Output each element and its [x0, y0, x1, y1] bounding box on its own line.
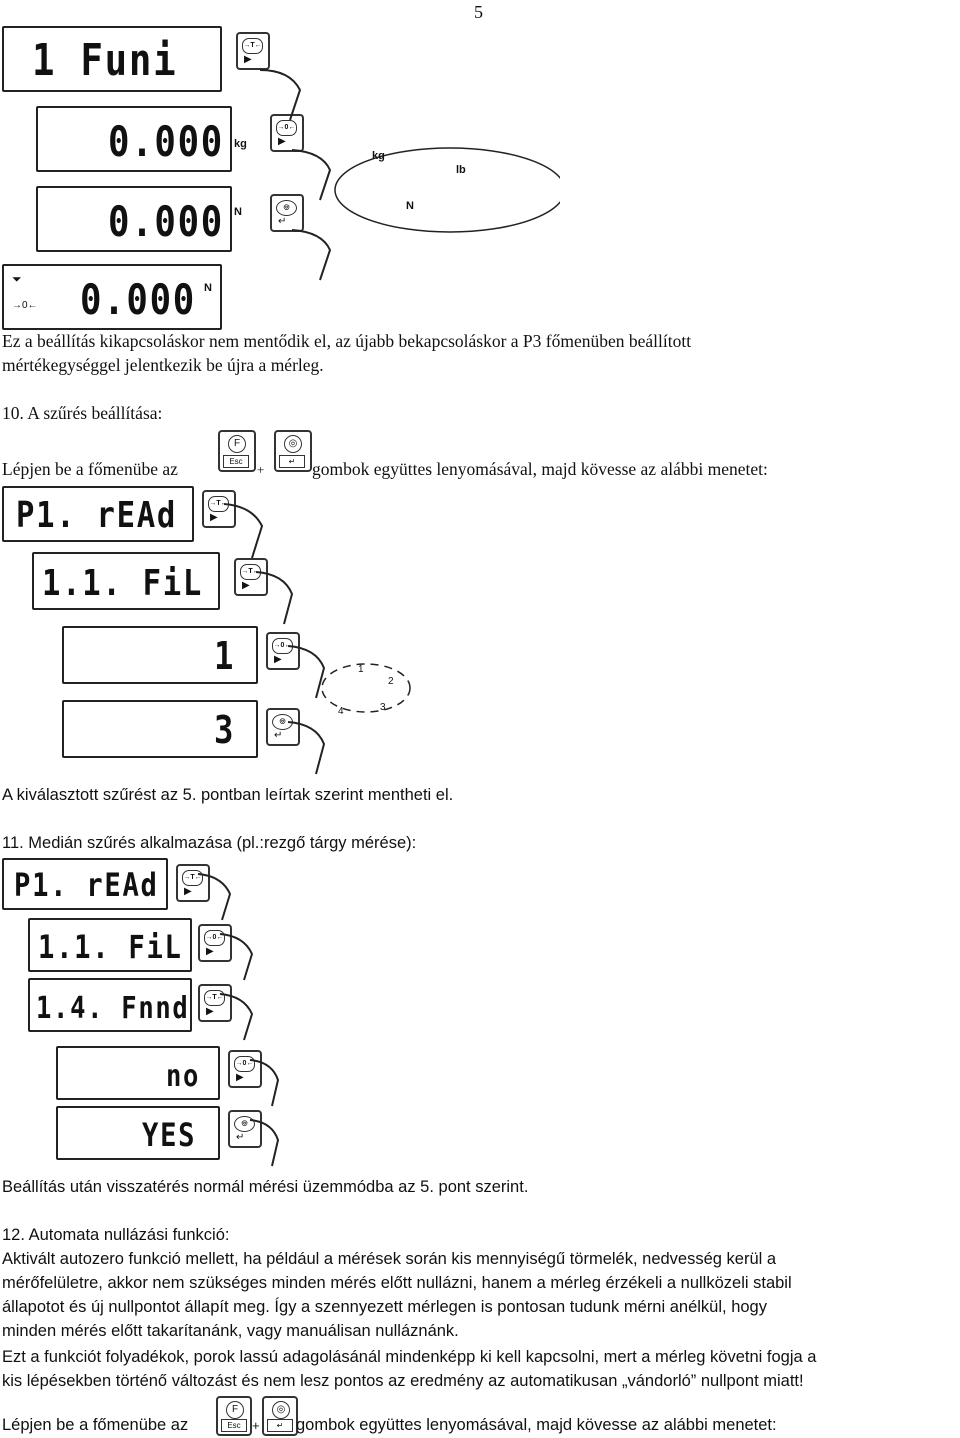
section-12-line-3: állapotot és új nullpontot állapít meg. Így a szennyezett mérlegen is pontosan tudunk mérni anélkül, hogy — [2, 1298, 767, 1316]
plus-sign: + — [257, 462, 265, 477]
section-10-after-text: A kiválasztott szűrést az 5. pontban leírtak szerint mentheti el. — [2, 786, 454, 804]
enter-key-inline[interactable]: ◎ ↵ — [262, 1396, 298, 1436]
lcd-display-kg — [36, 106, 247, 172]
section-12-line-1: Aktivált autozero funkció mellett, ha például a mérések során kis mennyiségű törmelék, nedvesség kerül a — [2, 1250, 777, 1268]
lcd-text: YES — [142, 1116, 197, 1154]
lcd-display-fil — [28, 918, 192, 972]
section-11-heading: 11. Medián szűrés alkalmazása (pl.:rezgő tárgy mérése): — [2, 834, 417, 852]
tare-key[interactable]: →T← ▶ — [176, 864, 210, 902]
section-12-instruction: Lépjen be a főmenübe az — [2, 1416, 189, 1434]
section-12-line-6: kis lépésekben történő változást és nem lesz pontos az eredmény az automatikusan „vándorló” nullpont miatt! — [2, 1372, 804, 1390]
tare-key[interactable]: →T← ▶ — [236, 32, 270, 70]
cycle-kg: kg — [372, 150, 385, 162]
enter-key[interactable]: ◎ ↵ — [270, 194, 304, 232]
unit-kg: kg — [234, 138, 247, 150]
unit-n: N — [204, 282, 212, 294]
cycle-lb: lb — [456, 164, 466, 176]
lcd-text: P1. rEAd — [14, 866, 159, 904]
section-10-instruction: Lépjen be a főmenübe az — [2, 459, 178, 479]
section-12-line-2: mérőfelületre, akkor nem szükséges minden mérés előtt nullázni, hanem a mérleg érzékeli a nullközeli stabil — [2, 1274, 792, 1292]
lcd-display-result — [2, 264, 222, 330]
finger-illustration — [196, 488, 416, 788]
section-12-line-5: Ezt a funkciót folyadékok, porok lassú adagolásánál mindenképp ki kell kapcsolni, mert a mérleg követni fogja a — [2, 1348, 817, 1366]
finger-illustration — [172, 860, 282, 1180]
f-esc-key[interactable]: F Esc — [218, 430, 256, 472]
lcd-text: 1.1. FiL — [42, 563, 203, 604]
note-line-1: Ez a beállítás kikapcsoláskor nem mentődik el, az újabb bekapcsoláskor a P3 főmenüben beállított — [2, 331, 692, 351]
section-10-heading: 10. A szűrés beállítása: — [2, 403, 163, 423]
lcd-text: 1 — [214, 634, 236, 678]
zero-key[interactable]: →0← ▶ — [266, 632, 300, 670]
lcd-text: 0.000 — [80, 275, 196, 324]
section-12-heading: 12. Automata nullázási funkció: — [2, 1226, 230, 1244]
section-10-instruction-tail: gombok együttes lenyomásával, majd kövesse az alábbi menetet: — [312, 459, 768, 479]
zero-key[interactable]: →0← ▶ — [270, 114, 304, 152]
zero-key[interactable]: →0← ▶ — [198, 924, 232, 962]
lcd-text: 0.000 — [108, 117, 224, 166]
zero-indicator: →0← — [12, 300, 38, 311]
enter-key-inline[interactable]: ◎ ↵ — [274, 430, 312, 472]
lcd-display-n — [36, 186, 242, 252]
tare-key[interactable]: →T← ▶ — [234, 558, 268, 596]
zero-key[interactable]: →0← ▶ — [228, 1050, 262, 1088]
lcd-text: 1.4. Fnnd — [36, 991, 190, 1026]
page-number: 5 — [474, 2, 483, 22]
note-line-2: mértékegységgel jelentkezik be újra a mérleg. — [2, 355, 324, 375]
enter-key[interactable]: ◎ ↵ — [228, 1110, 262, 1148]
stable-icon: ⏷ — [12, 272, 22, 286]
lcd-text: no — [166, 1059, 201, 1094]
lcd-text: P1. rEAd — [16, 495, 177, 536]
unit-n: N — [234, 206, 242, 218]
cycle-4: 4 — [338, 706, 344, 717]
enter-key[interactable]: ◎ ↵ — [266, 708, 300, 746]
cycle-2: 2 — [388, 676, 394, 687]
f-esc-key[interactable]: F Esc — [216, 1396, 252, 1436]
lcd-text: 1 Funi — [32, 35, 178, 86]
lcd-text: 0.000 — [108, 197, 224, 246]
lcd-text: 3 — [214, 708, 236, 752]
section-12-line-4: minden mérés előtt takarítanánk, vagy manuálisan nulláznánk. — [2, 1322, 459, 1340]
cycle-3: 3 — [380, 702, 386, 713]
lcd-display-p1 — [2, 858, 168, 910]
lcd-display-p1 — [2, 486, 194, 542]
tare-key[interactable]: →T← ▶ — [202, 490, 236, 528]
cycle-n: N — [406, 200, 414, 212]
lcd-display-funi — [2, 26, 222, 92]
cycle-1: 1 — [358, 664, 364, 675]
plus-sign: + — [252, 1418, 260, 1433]
section-11-after-text: Beállítás után visszatérés normál mérési üzemmódba az 5. pont szerint. — [2, 1178, 529, 1196]
finger-illustration — [230, 30, 560, 370]
tare-key[interactable]: →T← ▶ — [198, 984, 232, 1022]
section-12-instruction-tail: gombok együttes lenyomásával, majd kövesse az alábbi menetet: — [296, 1416, 777, 1434]
lcd-text: 1.1. FiL — [38, 928, 183, 966]
lcd-display-fnnd — [28, 978, 192, 1032]
lcd-display-fil — [32, 552, 220, 610]
